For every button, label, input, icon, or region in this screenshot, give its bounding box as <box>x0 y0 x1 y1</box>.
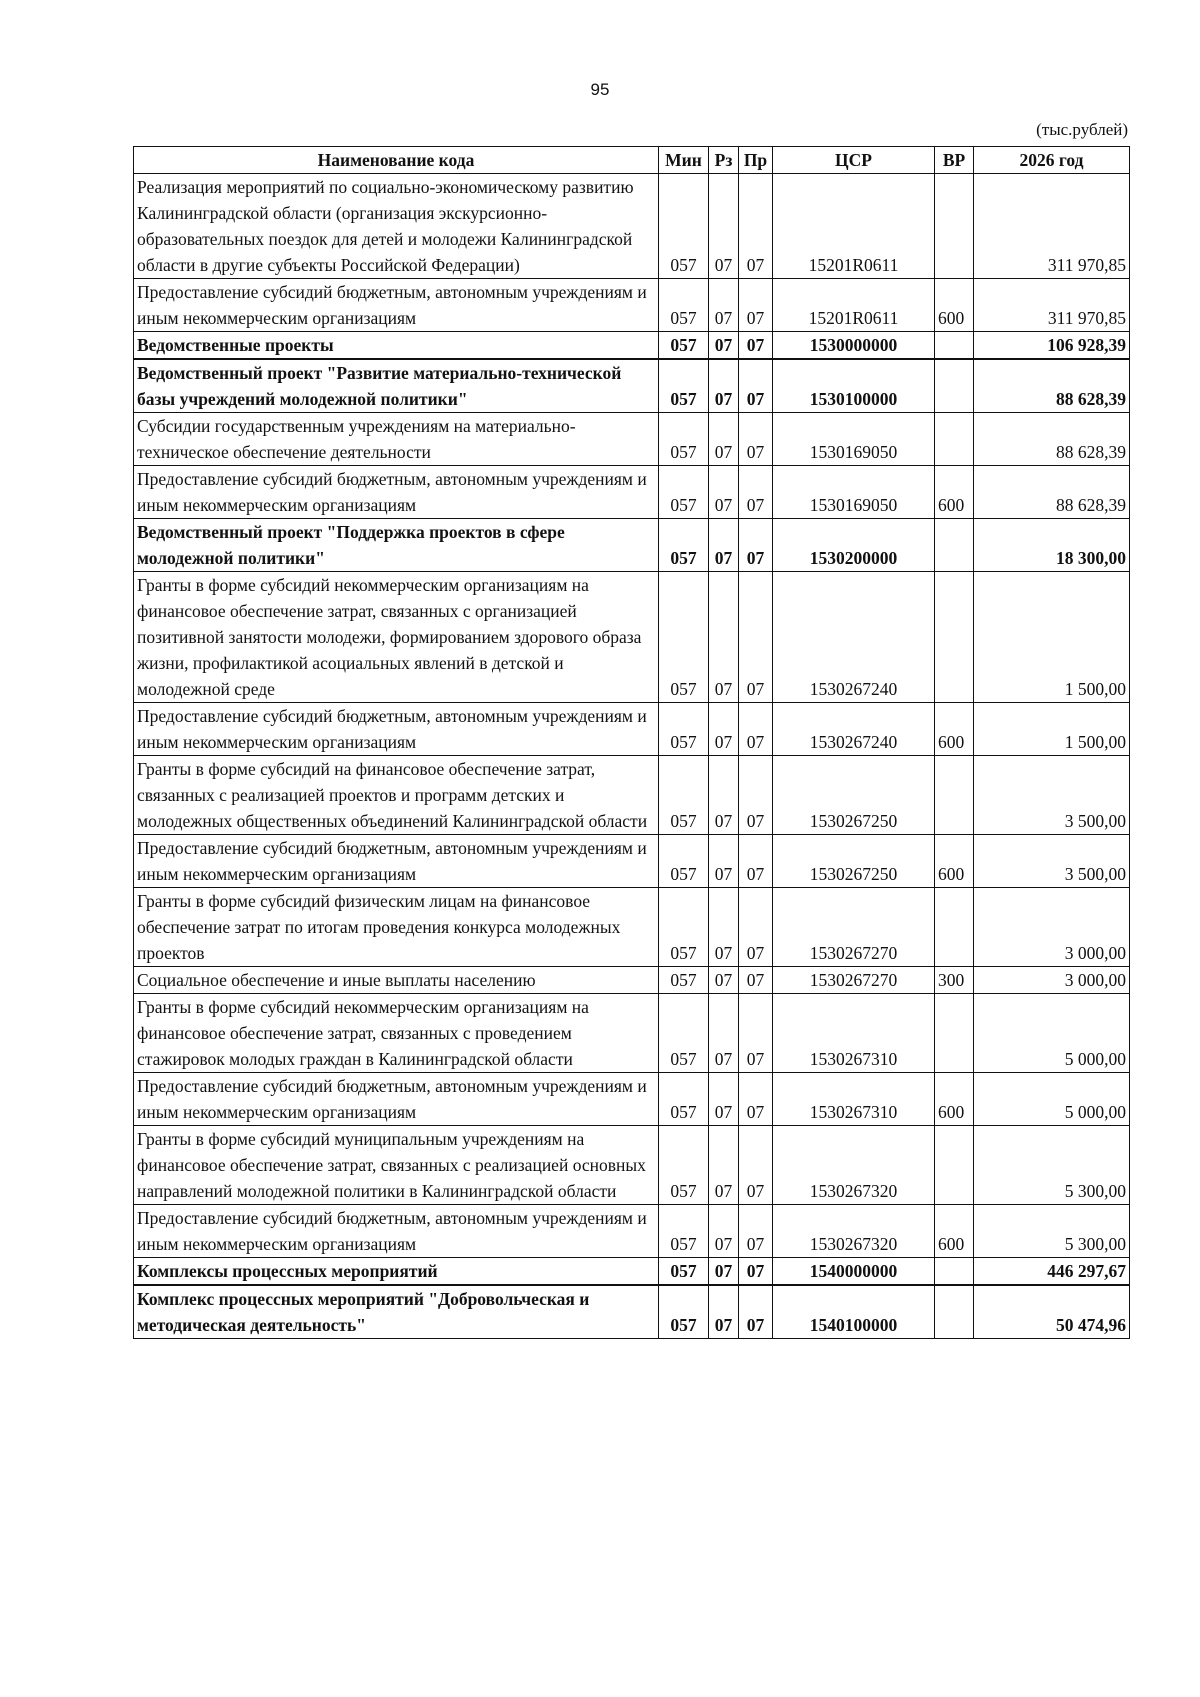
row-name: Ведомственный проект "Поддержка проектов в сфере молодежной политики" <box>134 519 659 572</box>
row-vr <box>935 413 974 466</box>
row-value: 88 628,39 <box>974 359 1130 413</box>
row-value: 311 970,85 <box>974 174 1130 279</box>
row-name: Предоставление субсидий бюджетным, автономным учреждениям и иным некоммерческим организациям <box>134 703 659 756</box>
row-rz: 07 <box>709 1073 739 1126</box>
row-csr: 1530267310 <box>773 1073 935 1126</box>
row-name: Гранты в форме субсидий муниципальным учреждениям на финансовое обеспечение затрат, связанных с реализацией основных направлений молодежной политики в Калининградской области <box>134 1126 659 1205</box>
header-csr: ЦСР <box>773 147 935 174</box>
row-min: 057 <box>659 835 709 888</box>
row-pr: 07 <box>739 359 773 413</box>
table-row <box>134 756 1130 835</box>
row-csr: 1530169050 <box>773 413 935 466</box>
row-value: 88 628,39 <box>974 466 1130 519</box>
row-vr: 600 <box>935 1205 974 1258</box>
row-vr <box>935 1258 974 1286</box>
row-name: Гранты в форме субсидий некоммерческим организациям на финансовое обеспечение затрат, связанных с проведением стажировок молодых граждан в Калининградской области <box>134 994 659 1073</box>
row-name: Комплексы процессных мероприятий <box>134 1258 659 1286</box>
row-csr: 1530267270 <box>773 888 935 967</box>
row-name: Гранты в форме субсидий на финансовое обеспечение затрат, связанных с реализацией проектов и программ детских и молодежных общественных объединений Калининградской области <box>134 756 659 835</box>
row-rz: 07 <box>709 279 739 332</box>
row-csr: 1530267320 <box>773 1205 935 1258</box>
row-value: 5 000,00 <box>974 1073 1130 1126</box>
row-pr: 07 <box>739 1258 773 1286</box>
row-value: 5 300,00 <box>974 1205 1130 1258</box>
row-vr <box>935 888 974 967</box>
table-row <box>134 519 1130 572</box>
row-csr: 1530267310 <box>773 994 935 1073</box>
row-rz: 07 <box>709 466 739 519</box>
row-pr: 07 <box>739 519 773 572</box>
row-pr: 07 <box>739 756 773 835</box>
row-rz: 07 <box>709 359 739 413</box>
row-csr: 1540100000 <box>773 1285 935 1339</box>
table-row <box>134 1258 1130 1286</box>
row-name: Субсидии государственным учреждениям на материально-техническое обеспечение деятельности <box>134 413 659 466</box>
row-name: Предоставление субсидий бюджетным, автономным учреждениям и иным некоммерческим организациям <box>134 1205 659 1258</box>
row-rz: 07 <box>709 332 739 360</box>
table-row <box>134 466 1130 519</box>
row-min: 057 <box>659 1285 709 1339</box>
row-min: 057 <box>659 1205 709 1258</box>
header-rz: Рз <box>709 147 739 174</box>
row-vr <box>935 1285 974 1339</box>
row-vr <box>935 756 974 835</box>
row-csr: 1530267240 <box>773 572 935 703</box>
row-pr: 07 <box>739 279 773 332</box>
table-row <box>134 703 1130 756</box>
row-value: 3 000,00 <box>974 967 1130 994</box>
row-rz: 07 <box>709 413 739 466</box>
row-rz: 07 <box>709 967 739 994</box>
row-vr: 600 <box>935 835 974 888</box>
header-year: 2026 год <box>974 147 1130 174</box>
row-csr: 1530200000 <box>773 519 935 572</box>
row-csr: 1540000000 <box>773 1258 935 1286</box>
table-row <box>134 279 1130 332</box>
row-csr: 1530000000 <box>773 332 935 360</box>
row-pr: 07 <box>739 1126 773 1205</box>
table-row <box>134 1126 1130 1205</box>
row-rz: 07 <box>709 1205 739 1258</box>
row-value: 3 500,00 <box>974 835 1130 888</box>
table-row <box>134 174 1130 279</box>
table-row <box>134 572 1130 703</box>
row-pr: 07 <box>739 1073 773 1126</box>
header-name: Наименование кода <box>134 147 659 174</box>
row-name: Предоставление субсидий бюджетным, автономным учреждениям и иным некоммерческим организациям <box>134 279 659 332</box>
row-value: 446 297,67 <box>974 1258 1130 1286</box>
row-min: 057 <box>659 359 709 413</box>
row-value: 1 500,00 <box>974 572 1130 703</box>
row-value: 3 500,00 <box>974 756 1130 835</box>
row-min: 057 <box>659 1126 709 1205</box>
row-min: 057 <box>659 1073 709 1126</box>
row-vr <box>935 1126 974 1205</box>
row-csr: 1530267240 <box>773 703 935 756</box>
table-row <box>134 413 1130 466</box>
row-value: 50 474,96 <box>974 1285 1130 1339</box>
table-row <box>134 967 1130 994</box>
row-pr: 07 <box>739 1205 773 1258</box>
row-pr: 07 <box>739 572 773 703</box>
row-rz: 07 <box>709 835 739 888</box>
row-csr: 1530267270 <box>773 967 935 994</box>
row-vr <box>935 332 974 360</box>
row-min: 057 <box>659 279 709 332</box>
row-value: 5 000,00 <box>974 994 1130 1073</box>
row-min: 057 <box>659 967 709 994</box>
row-csr: 1530267320 <box>773 1126 935 1205</box>
row-rz: 07 <box>709 756 739 835</box>
page-number: 95 <box>590 80 610 99</box>
row-csr: 15201R0611 <box>773 174 935 279</box>
row-name: Социальное обеспечение и иные выплаты населению <box>134 967 659 994</box>
row-csr: 1530267250 <box>773 835 935 888</box>
row-value: 88 628,39 <box>974 413 1130 466</box>
row-vr <box>935 359 974 413</box>
row-value: 311 970,85 <box>974 279 1130 332</box>
table-row <box>134 835 1130 888</box>
header-min: Мин <box>659 147 709 174</box>
row-rz: 07 <box>709 888 739 967</box>
row-min: 057 <box>659 519 709 572</box>
row-name: Ведомственные проекты <box>134 332 659 360</box>
row-csr: 1530100000 <box>773 359 935 413</box>
row-name: Предоставление субсидий бюджетным, автономным учреждениям и иным некоммерческим организациям <box>134 835 659 888</box>
row-rz: 07 <box>709 1258 739 1286</box>
row-rz: 07 <box>709 174 739 279</box>
table-row <box>134 332 1130 360</box>
row-vr: 600 <box>935 1073 974 1126</box>
row-vr: 600 <box>935 466 974 519</box>
row-name: Предоставление субсидий бюджетным, автономным учреждениям и иным некоммерческим организациям <box>134 1073 659 1126</box>
table-row <box>134 359 1130 413</box>
row-pr: 07 <box>739 888 773 967</box>
row-name: Гранты в форме субсидий физическим лицам на финансовое обеспечение затрат по итогам проведения конкурса молодежных проектов <box>134 888 659 967</box>
units-label: (тыс.рублей) <box>1036 120 1128 139</box>
row-name: Комплекс процессных мероприятий "Добровольческая и методическая деятельность" <box>134 1285 659 1339</box>
row-min: 057 <box>659 1258 709 1286</box>
row-name: Предоставление субсидий бюджетным, автономным учреждениям и иным некоммерческим организациям <box>134 466 659 519</box>
row-value: 18 300,00 <box>974 519 1130 572</box>
row-pr: 07 <box>739 967 773 994</box>
row-value: 106 928,39 <box>974 332 1130 360</box>
row-rz: 07 <box>709 994 739 1073</box>
row-min: 057 <box>659 466 709 519</box>
row-min: 057 <box>659 994 709 1073</box>
table-row <box>134 994 1130 1073</box>
row-csr: 1530169050 <box>773 466 935 519</box>
row-pr: 07 <box>739 413 773 466</box>
row-pr: 07 <box>739 835 773 888</box>
row-vr <box>935 994 974 1073</box>
row-min: 057 <box>659 756 709 835</box>
row-csr: 1530267250 <box>773 756 935 835</box>
row-name: Ведомственный проект "Развитие материально-технической базы учреждений молодежной политики" <box>134 359 659 413</box>
row-min: 057 <box>659 572 709 703</box>
row-vr: 300 <box>935 967 974 994</box>
row-name: Реализация мероприятий по социально-экономическому развитию Калининградской области (организация экскурсионно-образовательных поездок для детей и молодежи Калининградской области в другие субъекты Российской Федерации) <box>134 174 659 279</box>
header-vr: ВР <box>935 147 974 174</box>
row-vr <box>935 572 974 703</box>
row-value: 1 500,00 <box>974 703 1130 756</box>
table-row <box>134 1285 1130 1339</box>
row-pr: 07 <box>739 1285 773 1339</box>
table-header-row <box>134 147 1130 174</box>
row-pr: 07 <box>739 703 773 756</box>
header-pr: Пр <box>739 147 773 174</box>
row-csr: 15201R0611 <box>773 279 935 332</box>
row-min: 057 <box>659 332 709 360</box>
row-rz: 07 <box>709 572 739 703</box>
row-rz: 07 <box>709 703 739 756</box>
row-min: 057 <box>659 888 709 967</box>
row-vr <box>935 174 974 279</box>
table-row <box>134 1205 1130 1258</box>
budget-table <box>133 146 1130 1339</box>
table-row <box>134 888 1130 967</box>
row-min: 057 <box>659 174 709 279</box>
row-value: 5 300,00 <box>974 1126 1130 1205</box>
row-pr: 07 <box>739 994 773 1073</box>
row-pr: 07 <box>739 174 773 279</box>
table-row <box>134 1073 1130 1126</box>
row-rz: 07 <box>709 519 739 572</box>
row-rz: 07 <box>709 1285 739 1339</box>
row-vr <box>935 519 974 572</box>
row-min: 057 <box>659 413 709 466</box>
row-value: 3 000,00 <box>974 888 1130 967</box>
row-vr: 600 <box>935 279 974 332</box>
row-rz: 07 <box>709 1126 739 1205</box>
row-pr: 07 <box>739 332 773 360</box>
row-pr: 07 <box>739 466 773 519</box>
row-name: Гранты в форме субсидий некоммерческим организациям на финансовое обеспечение затрат, связанных с организацией позитивной занятости молодежи, формированием здорового образа жизни, профилактикой асоциальных явлений в детской и молодежной среде <box>134 572 659 703</box>
row-min: 057 <box>659 703 709 756</box>
row-vr: 600 <box>935 703 974 756</box>
